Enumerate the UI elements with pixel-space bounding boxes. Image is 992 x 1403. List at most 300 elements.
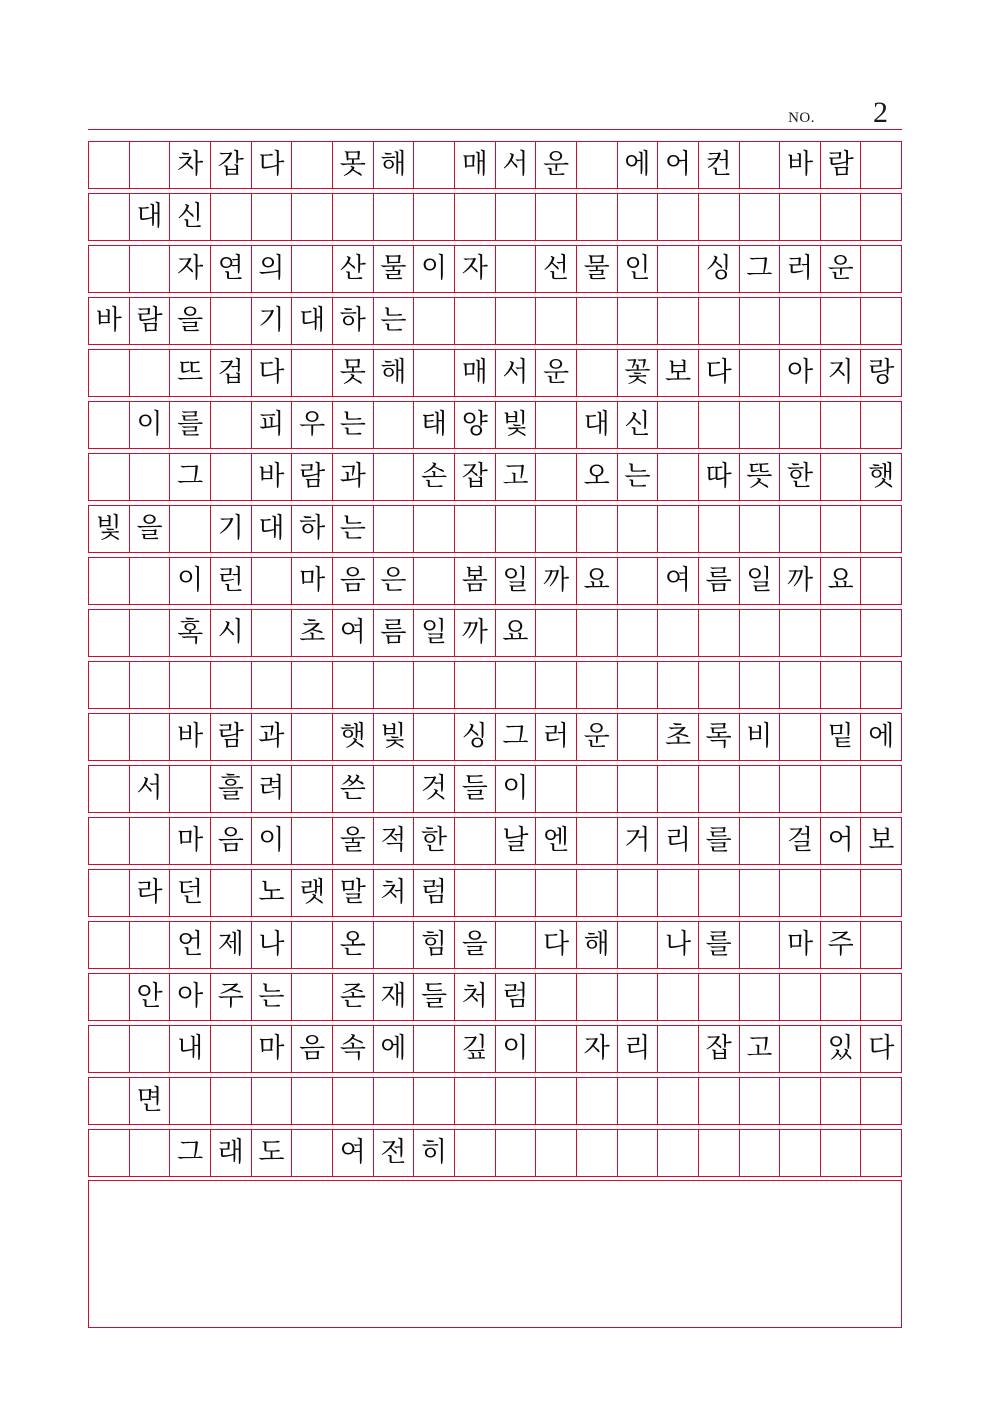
manuscript-cell-empty[interactable] [577,974,618,1020]
manuscript-cell-empty[interactable] [414,662,455,708]
manuscript-cell-empty[interactable] [414,350,455,396]
manuscript-cell-empty[interactable] [861,974,901,1020]
manuscript-cell[interactable]: 잡 [699,1026,740,1072]
manuscript-cell[interactable]: 오 [577,454,618,500]
manuscript-cell[interactable]: 도 [252,1130,293,1176]
manuscript-cell[interactable]: 바 [252,454,293,500]
manuscript-cell-empty[interactable] [89,922,130,968]
manuscript-cell-empty[interactable] [333,194,374,240]
manuscript-cell[interactable]: 신 [170,194,211,240]
manuscript-cell[interactable]: 재 [374,974,415,1020]
manuscript-cell[interactable]: 운 [536,142,577,188]
manuscript-cell-empty[interactable] [374,454,415,500]
manuscript-cell-empty[interactable] [374,662,415,708]
manuscript-cell-empty[interactable] [740,298,781,344]
manuscript-cell-empty[interactable] [536,454,577,500]
manuscript-cell-empty[interactable] [699,662,740,708]
manuscript-cell[interactable]: 다 [252,350,293,396]
manuscript-cell[interactable]: 랫 [292,870,333,916]
manuscript-cell[interactable]: 럼 [414,870,455,916]
manuscript-cell-empty[interactable] [699,1130,740,1176]
manuscript-cell[interactable]: 아 [170,974,211,1020]
manuscript-cell-empty[interactable] [577,870,618,916]
manuscript-cell-empty[interactable] [292,246,333,292]
manuscript-cell-empty[interactable] [211,298,252,344]
manuscript-cell[interactable]: 피 [252,402,293,448]
manuscript-cell-empty[interactable] [130,1026,171,1072]
manuscript-cell-empty[interactable] [89,142,130,188]
manuscript-cell[interactable]: 하 [292,506,333,552]
manuscript-cell-empty[interactable] [658,454,699,500]
manuscript-cell[interactable]: 말 [333,870,374,916]
manuscript-cell[interactable]: 신 [618,402,659,448]
manuscript-cell[interactable]: 를 [699,818,740,864]
manuscript-cell-empty[interactable] [130,922,171,968]
manuscript-cell[interactable]: 들 [455,766,496,812]
manuscript-cell[interactable]: 비 [740,714,781,760]
manuscript-cell-empty[interactable] [699,870,740,916]
manuscript-cell-empty[interactable] [780,974,821,1020]
manuscript-cell[interactable]: 바 [170,714,211,760]
manuscript-cell-empty[interactable] [618,922,659,968]
manuscript-cell[interactable]: 까 [536,558,577,604]
manuscript-cell[interactable]: 일 [740,558,781,604]
manuscript-cell-empty[interactable] [740,870,781,916]
manuscript-cell-empty[interactable] [211,1078,252,1124]
manuscript-cell[interactable]: 그 [496,714,537,760]
manuscript-cell-empty[interactable] [292,142,333,188]
manuscript-cell-empty[interactable] [536,1078,577,1124]
manuscript-cell[interactable]: 어 [658,142,699,188]
manuscript-cell-empty[interactable] [577,610,618,656]
manuscript-cell-empty[interactable] [861,1130,901,1176]
manuscript-cell-empty[interactable] [740,922,781,968]
manuscript-cell-empty[interactable] [577,142,618,188]
manuscript-cell-empty[interactable] [780,610,821,656]
manuscript-cell-empty[interactable] [455,662,496,708]
manuscript-cell-empty[interactable] [699,506,740,552]
manuscript-cell[interactable]: 서 [130,766,171,812]
manuscript-cell-empty[interactable] [740,662,781,708]
manuscript-cell-empty[interactable] [536,506,577,552]
manuscript-cell[interactable]: 면 [130,1078,171,1124]
manuscript-cell-empty[interactable] [821,1078,862,1124]
manuscript-cell[interactable]: 흘 [211,766,252,812]
manuscript-cell-empty[interactable] [455,298,496,344]
manuscript-cell-empty[interactable] [130,350,171,396]
manuscript-cell[interactable]: 자 [577,1026,618,1072]
manuscript-cell[interactable]: 겁 [211,350,252,396]
manuscript-cell[interactable]: 매 [455,350,496,396]
manuscript-cell-empty[interactable] [89,818,130,864]
manuscript-cell-empty[interactable] [170,766,211,812]
manuscript-cell-empty[interactable] [821,766,862,812]
manuscript-cell-empty[interactable] [699,194,740,240]
manuscript-cell[interactable]: 래 [211,1130,252,1176]
manuscript-cell[interactable]: 것 [414,766,455,812]
manuscript-cell-empty[interactable] [292,1078,333,1124]
manuscript-cell[interactable]: 빛 [374,714,415,760]
manuscript-cell-empty[interactable] [333,1078,374,1124]
manuscript-cell[interactable]: 이 [414,246,455,292]
manuscript-cell-empty[interactable] [89,870,130,916]
manuscript-cell-empty[interactable] [577,662,618,708]
manuscript-cell[interactable]: 아 [780,350,821,396]
manuscript-cell[interactable]: 는 [333,506,374,552]
manuscript-cell-empty[interactable] [536,1130,577,1176]
manuscript-cell[interactable]: 초 [292,610,333,656]
manuscript-cell-empty[interactable] [292,922,333,968]
manuscript-cell-empty[interactable] [861,194,901,240]
manuscript-cell-empty[interactable] [252,194,293,240]
manuscript-cell-empty[interactable] [414,142,455,188]
manuscript-cell[interactable]: 내 [170,1026,211,1072]
manuscript-cell[interactable]: 서 [496,142,537,188]
manuscript-cell[interactable]: 빛 [496,402,537,448]
manuscript-cell-empty[interactable] [699,610,740,656]
manuscript-cell[interactable]: 주 [211,974,252,1020]
manuscript-cell-empty[interactable] [699,1078,740,1124]
manuscript-cell[interactable]: 싱 [699,246,740,292]
manuscript-cell-empty[interactable] [89,610,130,656]
manuscript-cell-empty[interactable] [618,506,659,552]
manuscript-cell-empty[interactable] [861,246,901,292]
manuscript-cell[interactable]: 힘 [414,922,455,968]
manuscript-cell-empty[interactable] [414,558,455,604]
manuscript-cell-empty[interactable] [455,1130,496,1176]
manuscript-cell[interactable]: 초 [658,714,699,760]
manuscript-cell[interactable]: 는 [252,974,293,1020]
manuscript-cell[interactable]: 제 [211,922,252,968]
manuscript-cell[interactable]: 나 [658,922,699,968]
manuscript-cell[interactable]: 고 [496,454,537,500]
manuscript-cell[interactable]: 마 [780,922,821,968]
manuscript-cell[interactable]: 람 [130,298,171,344]
manuscript-cell-empty[interactable] [130,818,171,864]
manuscript-cell[interactable]: 따 [699,454,740,500]
manuscript-cell[interactable]: 록 [699,714,740,760]
manuscript-cell[interactable]: 자 [455,246,496,292]
manuscript-cell[interactable]: 그 [170,1130,211,1176]
manuscript-cell-empty[interactable] [414,506,455,552]
manuscript-cell[interactable]: 런 [211,558,252,604]
manuscript-cell[interactable]: 매 [455,142,496,188]
manuscript-cell[interactable]: 양 [455,402,496,448]
manuscript-cell[interactable]: 는 [374,298,415,344]
manuscript-cell-empty[interactable] [130,454,171,500]
manuscript-cell-empty[interactable] [577,1078,618,1124]
manuscript-cell-empty[interactable] [618,714,659,760]
manuscript-cell-empty[interactable] [618,610,659,656]
manuscript-cell[interactable]: 전 [374,1130,415,1176]
manuscript-cell-empty[interactable] [577,1130,618,1176]
manuscript-cell-empty[interactable] [252,662,293,708]
manuscript-cell[interactable]: 음 [211,818,252,864]
manuscript-cell-empty[interactable] [861,298,901,344]
manuscript-cell-empty[interactable] [211,870,252,916]
manuscript-cell[interactable]: 요 [496,610,537,656]
manuscript-cell-empty[interactable] [740,818,781,864]
manuscript-cell-empty[interactable] [414,298,455,344]
manuscript-cell-empty[interactable] [455,818,496,864]
manuscript-cell[interactable]: 다 [868,1032,895,1064]
manuscript-cell-empty[interactable] [89,714,130,760]
manuscript-cell[interactable]: 러 [780,246,821,292]
manuscript-cell-empty[interactable] [577,506,618,552]
manuscript-cell-empty[interactable] [780,870,821,916]
manuscript-cell-empty[interactable] [658,766,699,812]
manuscript-cell-empty[interactable] [496,870,537,916]
manuscript-cell-empty[interactable] [130,662,171,708]
manuscript-cell-empty[interactable] [211,454,252,500]
manuscript-cell-empty[interactable] [211,1026,252,1072]
manuscript-cell-empty[interactable] [861,402,901,448]
manuscript-cell-empty[interactable] [699,298,740,344]
manuscript-cell[interactable]: 람 [292,454,333,500]
manuscript-cell[interactable]: 기 [211,506,252,552]
manuscript-cell-empty[interactable] [536,1026,577,1072]
manuscript-cell[interactable]: 이 [170,558,211,604]
manuscript-cell-empty[interactable] [699,766,740,812]
manuscript-cell-empty[interactable] [414,1078,455,1124]
manuscript-cell[interactable]: 싱 [455,714,496,760]
manuscript-cell[interactable]: 히 [414,1130,455,1176]
manuscript-cell-empty[interactable] [618,766,659,812]
manuscript-cell-empty[interactable] [414,1026,455,1072]
manuscript-cell[interactable]: 엔 [536,818,577,864]
manuscript-cell-empty[interactable] [536,870,577,916]
manuscript-cell[interactable]: 고 [740,1026,781,1072]
manuscript-cell[interactable]: 처 [455,974,496,1020]
manuscript-cell[interactable]: 과 [252,714,293,760]
manuscript-cell-empty[interactable] [821,298,862,344]
manuscript-cell-empty[interactable] [618,194,659,240]
manuscript-cell[interactable]: 까 [455,610,496,656]
manuscript-cell[interactable]: 요 [577,558,618,604]
manuscript-cell[interactable]: 다 [536,922,577,968]
manuscript-cell-empty[interactable] [658,298,699,344]
manuscript-cell[interactable]: 날 [496,818,537,864]
manuscript-cell-empty[interactable] [740,766,781,812]
manuscript-cell-empty[interactable] [861,1078,901,1124]
manuscript-cell[interactable]: 해 [577,922,618,968]
manuscript-cell-empty[interactable] [292,194,333,240]
manuscript-cell-empty[interactable] [740,142,781,188]
manuscript-cell[interactable]: 어 [821,818,862,864]
manuscript-cell[interactable]: 보 [658,350,699,396]
manuscript-cell-empty[interactable] [658,610,699,656]
manuscript-cell[interactable]: 대 [252,506,293,552]
manuscript-cell-empty[interactable] [821,870,862,916]
manuscript-cell[interactable]: 리 [658,818,699,864]
manuscript-cell[interactable]: 라 [130,870,171,916]
manuscript-cell[interactable]: 던 [170,870,211,916]
manuscript-cell-empty[interactable] [821,454,862,500]
manuscript-cell[interactable]: 름 [699,558,740,604]
manuscript-cell-empty[interactable] [780,1078,821,1124]
manuscript-cell-empty[interactable] [496,1078,537,1124]
manuscript-cell-empty[interactable] [861,766,901,812]
manuscript-cell-empty[interactable] [821,974,862,1020]
manuscript-cell[interactable]: 다 [699,350,740,396]
manuscript-cell-empty[interactable] [618,1130,659,1176]
manuscript-cell[interactable]: 뜨 [170,350,211,396]
manuscript-cell-empty[interactable] [577,818,618,864]
manuscript-cell-empty[interactable] [618,558,659,604]
manuscript-cell-empty[interactable] [130,246,171,292]
manuscript-cell[interactable]: 컨 [699,142,740,188]
manuscript-cell-empty[interactable] [658,1130,699,1176]
manuscript-cell[interactable]: 일 [414,610,455,656]
manuscript-cell[interactable]: 혹 [170,610,211,656]
manuscript-cell-empty[interactable] [170,662,211,708]
manuscript-cell-empty[interactable] [740,1130,781,1176]
manuscript-cell[interactable]: 걸 [780,818,821,864]
manuscript-cell-empty[interactable] [780,194,821,240]
manuscript-cell-empty[interactable] [577,766,618,812]
manuscript-cell[interactable]: 이 [130,402,171,448]
manuscript-cell[interactable]: 그 [740,246,781,292]
manuscript-cell[interactable]: 과 [333,454,374,500]
manuscript-cell-empty[interactable] [170,1078,211,1124]
manuscript-cell-empty[interactable] [618,662,659,708]
manuscript-cell-empty[interactable] [821,402,862,448]
manuscript-cell[interactable]: 보 [868,824,895,856]
manuscript-cell[interactable]: 를 [170,402,211,448]
manuscript-cell[interactable]: 려 [252,766,293,812]
manuscript-cell[interactable]: 하 [333,298,374,344]
manuscript-cell[interactable]: 대 [292,298,333,344]
manuscript-cell[interactable]: 에 [868,720,895,752]
manuscript-cell[interactable]: 을 [455,922,496,968]
manuscript-cell-empty[interactable] [740,506,781,552]
manuscript-cell-empty[interactable] [496,194,537,240]
manuscript-cell[interactable]: 노 [252,870,293,916]
manuscript-cell[interactable]: 빛 [89,506,130,552]
manuscript-cell-empty[interactable] [414,194,455,240]
manuscript-cell-empty[interactable] [740,974,781,1020]
manuscript-cell[interactable]: 자 [170,246,211,292]
manuscript-cell[interactable]: 안 [130,974,171,1020]
manuscript-cell-empty[interactable] [89,402,130,448]
manuscript-cell[interactable]: 깊 [455,1026,496,1072]
manuscript-cell[interactable]: 햇 [868,460,895,492]
manuscript-cell-empty[interactable] [252,610,293,656]
manuscript-cell-empty[interactable] [89,1026,130,1072]
manuscript-cell-empty[interactable] [780,766,821,812]
manuscript-cell-empty[interactable] [658,870,699,916]
manuscript-cell[interactable]: 마 [252,1026,293,1072]
manuscript-cell-empty[interactable] [496,246,537,292]
manuscript-cell[interactable]: 대 [577,402,618,448]
manuscript-cell-empty[interactable] [536,610,577,656]
manuscript-cell-empty[interactable] [333,662,374,708]
manuscript-cell-empty[interactable] [292,766,333,812]
manuscript-cell[interactable]: 물 [374,246,415,292]
manuscript-cell[interactable]: 까 [780,558,821,604]
manuscript-cell[interactable]: 음 [333,558,374,604]
manuscript-cell[interactable]: 리 [618,1026,659,1072]
manuscript-cell-empty[interactable] [658,506,699,552]
manuscript-cell-empty[interactable] [374,766,415,812]
manuscript-cell-empty[interactable] [577,298,618,344]
manuscript-cell[interactable]: 에 [618,142,659,188]
manuscript-cell[interactable]: 밑 [821,714,862,760]
manuscript-cell-empty[interactable] [130,558,171,604]
manuscript-cell[interactable]: 음 [292,1026,333,1072]
manuscript-cell[interactable]: 일 [496,558,537,604]
manuscript-cell[interactable]: 운 [577,714,618,760]
manuscript-cell[interactable]: 을 [170,298,211,344]
manuscript-cell[interactable]: 그 [170,454,211,500]
manuscript-cell[interactable]: 울 [333,818,374,864]
manuscript-cell-empty[interactable] [780,506,821,552]
manuscript-cell-empty[interactable] [89,1078,130,1124]
manuscript-cell-empty[interactable] [618,298,659,344]
manuscript-cell-empty[interactable] [658,662,699,708]
manuscript-cell-empty[interactable] [292,350,333,396]
manuscript-cell[interactable]: 나 [252,922,293,968]
manuscript-cell[interactable]: 뜻 [740,454,781,500]
manuscript-cell[interactable]: 서 [496,350,537,396]
manuscript-cell-empty[interactable] [89,974,130,1020]
manuscript-cell-empty[interactable] [658,1026,699,1072]
manuscript-cell-empty[interactable] [252,1078,293,1124]
manuscript-cell[interactable]: 산 [333,246,374,292]
manuscript-cell[interactable]: 다 [252,142,293,188]
manuscript-cell[interactable]: 마 [292,558,333,604]
manuscript-cell-empty[interactable] [821,194,862,240]
manuscript-cell-empty[interactable] [89,662,130,708]
manuscript-cell-empty[interactable] [699,974,740,1020]
manuscript-cell[interactable]: 요 [821,558,862,604]
manuscript-cell[interactable]: 적 [374,818,415,864]
manuscript-cell-empty[interactable] [170,506,211,552]
manuscript-cell-empty[interactable] [211,402,252,448]
manuscript-cell-empty[interactable] [658,194,699,240]
manuscript-cell-empty[interactable] [455,194,496,240]
manuscript-cell[interactable]: 에 [374,1026,415,1072]
manuscript-cell-empty[interactable] [577,194,618,240]
manuscript-cell-empty[interactable] [861,506,901,552]
manuscript-cell-empty[interactable] [618,974,659,1020]
manuscript-cell[interactable]: 마 [170,818,211,864]
manuscript-cell[interactable]: 처 [374,870,415,916]
manuscript-cell-empty[interactable] [861,922,901,968]
manuscript-cell-empty[interactable] [780,662,821,708]
manuscript-cell[interactable]: 연 [211,246,252,292]
manuscript-cell-empty[interactable] [658,402,699,448]
manuscript-cell[interactable]: 기 [252,298,293,344]
manuscript-cell-empty[interactable] [496,662,537,708]
manuscript-cell[interactable]: 람 [211,714,252,760]
manuscript-cell[interactable]: 여 [658,558,699,604]
manuscript-cell[interactable]: 러 [536,714,577,760]
manuscript-cell-empty[interactable] [740,1078,781,1124]
manuscript-cell-empty[interactable] [861,870,901,916]
manuscript-cell-empty[interactable] [455,870,496,916]
manuscript-cell[interactable]: 못 [333,142,374,188]
manuscript-cell[interactable]: 를 [699,922,740,968]
manuscript-cell[interactable]: 선 [536,246,577,292]
manuscript-cell[interactable]: 랑 [868,356,895,388]
manuscript-cell-empty[interactable] [861,610,901,656]
manuscript-cell-empty[interactable] [780,298,821,344]
manuscript-cell[interactable]: 햇 [333,714,374,760]
manuscript-cell-empty[interactable] [89,558,130,604]
manuscript-cell-empty[interactable] [292,662,333,708]
manuscript-cell[interactable]: 이 [252,818,293,864]
